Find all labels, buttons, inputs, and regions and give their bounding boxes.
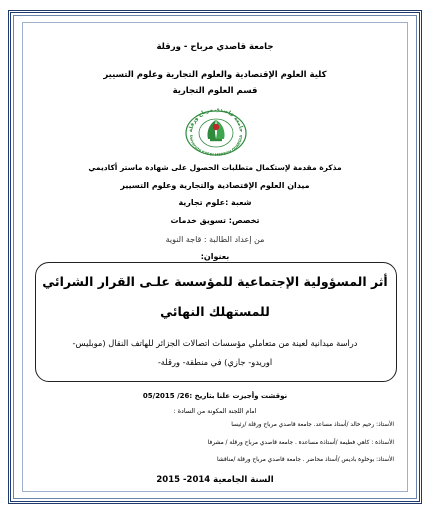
thesis-subtitle-line-2: اوريدو- جازي) في منطقة- ورقلة- [157,357,273,367]
title-heading: بعنوان: [200,252,230,261]
branch-name: شعبة :علوم تجارية [178,198,252,207]
logo-arabic-text: جامعة قاصدي مرباح ورقلة [187,106,245,133]
field-name: ميدان العلوم الإقتصادية والتجارية وعلوم التسيير [120,181,310,190]
faculty-name: كلية العلوم الإقتصادية والعلوم التجارية وعلوم التسيير [103,70,327,80]
committee-intro: امام اللجنة المكونة من السادة : [173,408,257,415]
university-name: جامعة قاصدي مرباح - ورقلة [156,42,274,52]
specialty-name: تخصص: تسويق خدمات [170,216,260,225]
university-logo [180,103,252,157]
department-name: قسم العلوم التجارية [172,86,258,96]
logo-latin-text: Université KASDI-MERBAH OUARGLA [188,134,244,157]
student-name: من إعداد الطالبة : قاجة النوية [165,235,265,244]
committee-member: الأستاذ: رحيم خالد /أستاذ مساعد. جامعة قاصدي مرباح ورقلة /رئيسا [231,422,394,428]
defense-date: نوقشت وأجيزت علنا بتاريخ :26/ 05/2015 [142,392,288,400]
committee-member: الأستاذ: بوخلوة باديس /أستاذ محاضر . جامعة قاصدي مرباح ورقلة /مناقشا [217,457,394,463]
memo-description: مذكرة مقدمة لإستكمال متطلبات الحصول على شهادة ماستر أكاديمي [88,163,342,172]
thesis-title-line-1: أثر المسؤولية الإجتماعية للمؤسسة علـى القرار الشرائي [42,274,388,289]
thesis-subtitle-line-1: دراسة ميدانية لعينة من متعاملي مؤسسات اتصالات الجزائر للهاتف النقال (موبليس- [72,338,358,348]
academic-year: السنة الجامعية 2014- 2015 [156,475,274,485]
committee-member: الأستاذة : كاهي فطيمة /أستاذة مساعدة . جامعة قاصدي مرباح ورقلة / مشرفا [207,440,394,446]
thesis-title-line-2: للمستهلك النهائي [160,304,270,319]
